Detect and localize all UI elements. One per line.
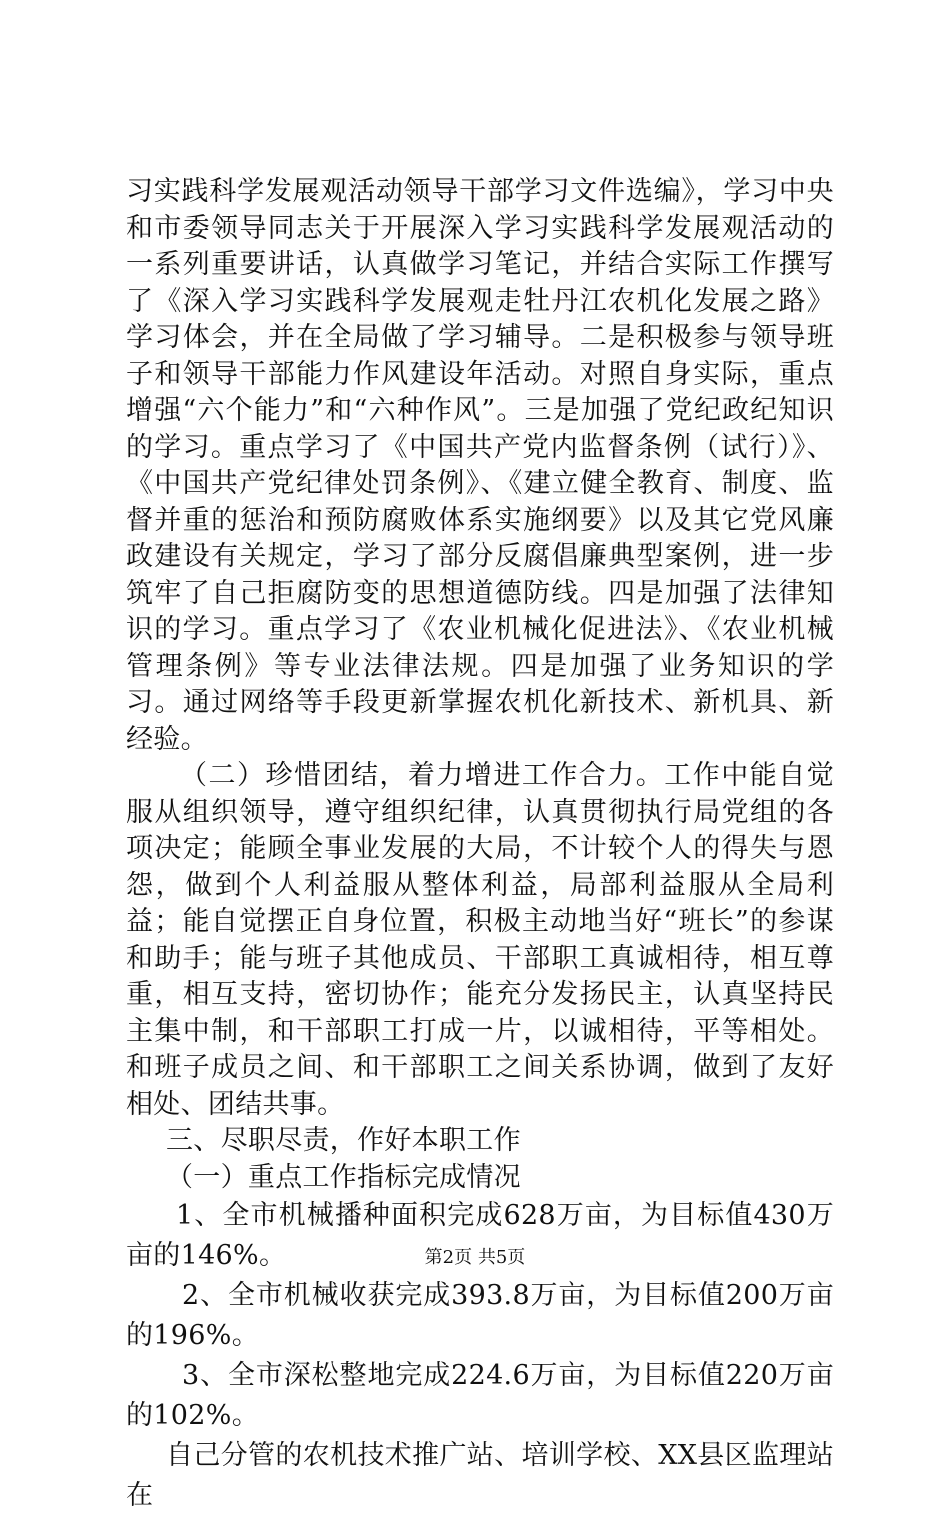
paragraph-managed-units: 自己分管的农机技术推广站、培训学校、XX县区监理站在 bbox=[126, 1440, 834, 1511]
subsection-heading-indicators: （一）重点工作指标完成情况 bbox=[166, 1161, 521, 1193]
paragraph-unity: （二）珍惜团结，着力增进工作合力。工作中能自觉服从组织领导，遵守组织纪律，认真贯彻执行局党组的各项决定；能顾全事业发展的大局，不计较个人的得失与恩怨，做到个人利益服从整体利益，局部利益服从全局利益；能自觉摆正自身位置，积极主动地当好“班长”的参谋和助手；能与班子其他成员、干部职工真诚相待，相互尊重，相互支持，密切协作；能充分发扬民主，认真坚持民主集中制，和干部职工打成一片，以诚相待，平等相处。和班子成员之间、和干部职工之间关系协调，做到了友好相处、团结共事。 bbox=[126, 760, 834, 1120]
section-heading-duties: 三、尽职尽责，作好本职工作 bbox=[166, 1125, 521, 1156]
paragraph-study: 习实践科学发展观活动领导干部学习文件选编》，学习中央和市委领导同志关于开展深入学习实践科学发展观活动的一系列重要讲话，认真做学习笔记，并结合实际工作撰写了《深入学习实践科学发展观走牡丹江农机化发展之路》学习体会，并在全局做了学习辅导。二是积极参与领导班子和领导干部能力作风建设年活动。对照自身实际，重点增强“六个能力”和“六种作风”。三是加强了党纪政纪知识的学习。重点学习了《中国共产党内监督条例（试行）》、《中国共产党纪律处罚条例》、《建立健全教育、制度、监督并重的惩治和预防腐败体系实施纲要》以及其它党风廉政建设有关规定，学习了部分反腐倡廉典型案例，进一步筑牢了自己拒腐防变的思想道德防线。四是加强了法律知识的学习。重点学习了《农业机械化促进法》、《农业机械管理条例》等专业法律法规。四是加强了业务知识的学习。通过网络等手段更新掌握农机化新技术、新机具、新经验。 bbox=[126, 176, 834, 755]
page-number-footer: 第2页 共5页 bbox=[424, 1247, 526, 1268]
stat-item-sowing: 1、全市机械播种面积完成628万亩，为目标值430万亩的146%。 bbox=[126, 1200, 834, 1271]
document-body bbox=[126, 174, 834, 1516]
stat-item-tillage: 3、全市深松整地完成224.6万亩，为目标值220万亩的102%。 bbox=[126, 1360, 834, 1431]
stat-item-harvest: 2、全市机械收获完成393.8万亩，为目标值200万亩的196%。 bbox=[126, 1280, 834, 1351]
